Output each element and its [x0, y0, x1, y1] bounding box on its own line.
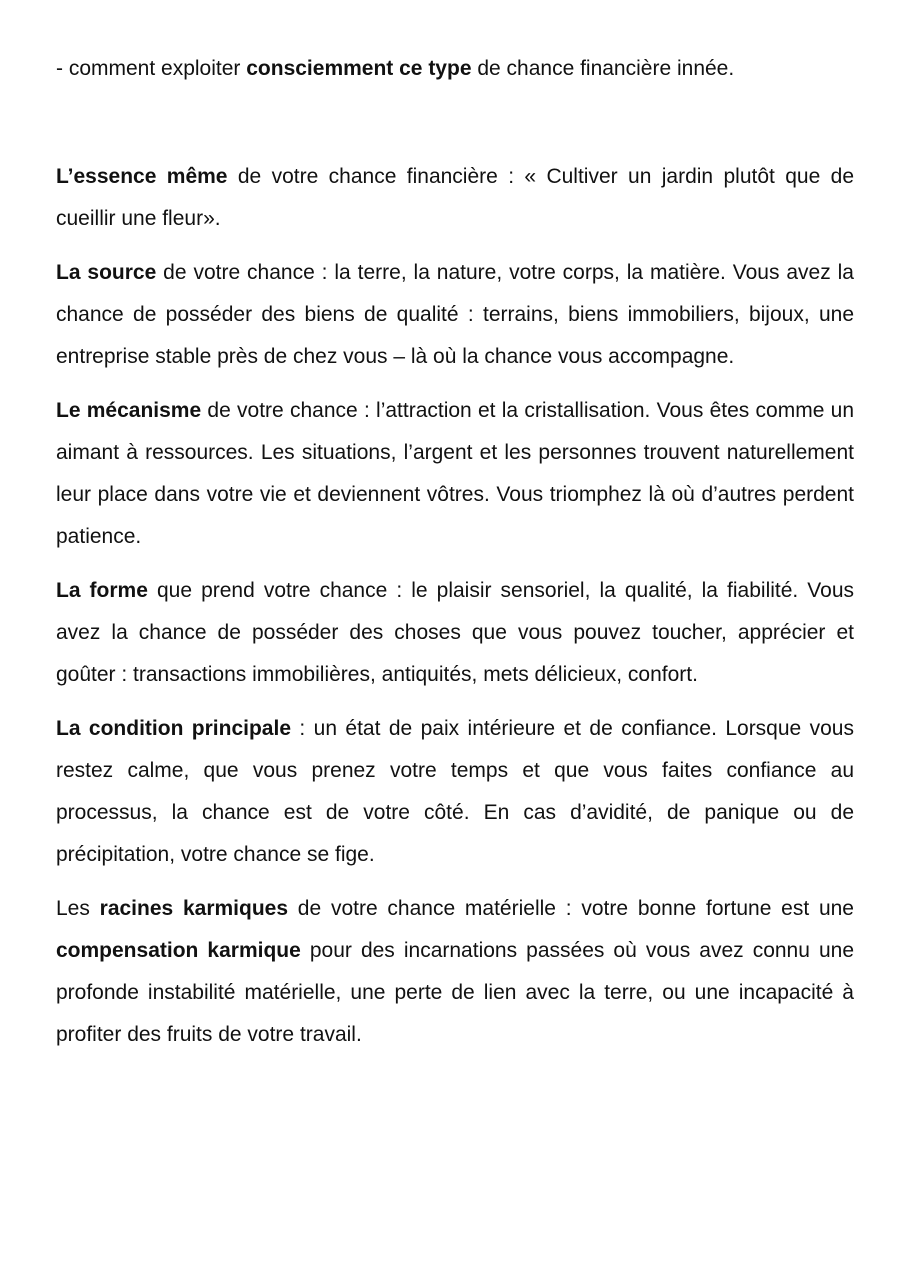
forme-text: que prend votre chance : le plaisir sensoriel, la qualité, la fiabilité. Vous avez la chance de posséder des choses que vous pouvez toucher, apprécier et goûter : transactions immobilières, antiquités, mets délicieux, confort.	[56, 579, 855, 686]
forme-heading: La forme	[56, 579, 148, 602]
intro-prefix: - comment exploiter	[56, 57, 247, 80]
racines-middle: de votre chance matérielle : votre bonne fortune est une	[288, 897, 854, 920]
source-text: de votre chance : la terre, la nature, votre corps, la matière. Vous avez la chance de posséder des biens de qualité : terrains, biens immobiliers, bijoux, une entreprise stable près de chez vous – là où la chance vous accompagne.	[56, 261, 854, 368]
racines-heading: racines karmiques	[99, 897, 289, 920]
intro-suffix: de chance financière innée.	[471, 57, 735, 80]
racines-prefix: Les	[56, 897, 100, 920]
intro-bold: consciemment ce type	[246, 57, 472, 80]
mecanisme-text: de votre chance : l’attraction et la cristallisation. Vous êtes comme un aimant à ressources. Les situations, l’argent et les personnes trouvent naturellement leur place dans votre vie et deviennent vôtres. Vous triomphez là où d’autres perdent patience.	[56, 399, 854, 548]
spacer	[56, 696, 854, 708]
paragraph-source	[56, 252, 854, 378]
spacer	[56, 90, 854, 156]
paragraph-condition	[56, 708, 854, 876]
source-heading: La source	[56, 261, 157, 284]
condition-heading: La condition principale	[56, 717, 291, 740]
racines-bold-compensation: compensation karmique	[56, 939, 301, 962]
document-page	[56, 48, 854, 1056]
mecanisme-heading: Le mécanisme	[56, 399, 202, 422]
paragraph-mecanisme	[56, 390, 854, 558]
paragraph-forme	[56, 570, 854, 696]
racines-suffix: pour des incarnations passées où vous avez connu une profonde instabilité matérielle, une perte de lien avec la terre, ou une incapacité à profiter des fruits de votre travail.	[56, 939, 855, 1046]
spacer	[56, 378, 854, 390]
intro-line	[56, 48, 854, 90]
spacer	[56, 876, 854, 888]
essence-text: de votre chance financière : « Cultiver un jardin plutôt que de cueillir une fleur».	[56, 165, 855, 230]
paragraph-racines	[56, 888, 854, 1056]
spacer	[56, 558, 854, 570]
spacer	[56, 240, 854, 252]
condition-text: : un état de paix intérieure et de confiance. Lorsque vous restez calme, que vous prenez votre temps et que vous faites confiance au processus, la chance est de votre côté. En cas d’avidité, de panique ou de précipitation, votre chance se fige.	[56, 717, 854, 866]
paragraph-essence	[56, 156, 854, 240]
essence-heading: L’essence même	[56, 165, 228, 188]
